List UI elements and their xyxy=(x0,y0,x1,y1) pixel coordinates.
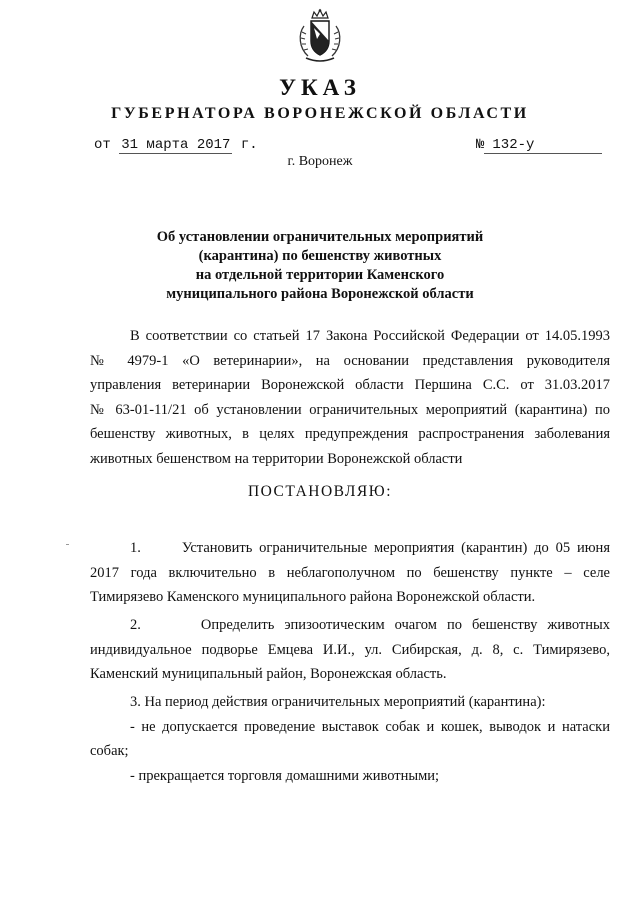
preamble-line: бешенству животных, в целях предупреждения распространения заболевания xyxy=(90,426,610,442)
subject-line: (карантина) по бешенству животных xyxy=(198,248,442,264)
issuing-authority: ГУБЕРНАТОРА ВОРОНЕЖСКОЙ ОБЛАСТИ xyxy=(111,105,529,122)
item-1-line: 1. Установить ограничительные мероприятия (карантин) до 05 июня xyxy=(130,540,610,556)
item-1-line: Тимирязево Каменского муниципального района Воронежской области. xyxy=(90,589,536,605)
date-prefix: от xyxy=(94,137,111,153)
preamble xyxy=(90,324,610,471)
subject-line: Об установлении ограничительных мероприятий xyxy=(156,229,484,245)
preamble-line: № 63-01-11/21 об установлении ограничительных мероприятий (карантина) по xyxy=(90,401,610,418)
subject-line: муниципального района Воронежской области xyxy=(166,286,474,302)
preamble-line: № 4979-1 «О ветеринарии», на основании представления руководителя xyxy=(90,352,610,369)
decree-subject xyxy=(120,228,520,304)
item-2 xyxy=(90,613,610,687)
item-3-intro: 3. На период действия ограничительных мероприятий (карантина): xyxy=(130,694,546,710)
item-3-bullet-line: собак; xyxy=(90,743,129,759)
item-3 xyxy=(90,690,610,788)
margin-mark xyxy=(66,544,69,545)
decree-word: ПОСТАНОВЛЯЮ: xyxy=(247,483,393,500)
document-title: УКАЗ xyxy=(279,75,361,100)
item-3-bullet-line: - не допускается проведение выставок собак и кошек, выводок и натаски xyxy=(130,718,610,735)
decree-date xyxy=(94,137,258,153)
item-1-line: 2017 года включительно в неблагополучном по бешенству пункте – селе xyxy=(90,564,610,581)
number-prefix: № xyxy=(476,137,485,153)
date-suffix: г. xyxy=(240,137,258,153)
item-2-line: 2. Определить эпизоотическим очагом по бешенству животных xyxy=(130,617,610,633)
date-value: 31 марта 2017 xyxy=(121,137,231,153)
city: г. Воронеж xyxy=(287,154,353,169)
decree-number xyxy=(476,137,602,154)
number-value: 132-у xyxy=(484,137,602,154)
preamble-line: В соответствии со статьей 17 Закона Российской Федерации от 14.05.1993 xyxy=(130,328,610,344)
subject-line: на отдельной территории Каменского xyxy=(195,267,445,283)
preamble-line: управления ветеринарии Воронежской области Першина С.С. от 31.03.2017 xyxy=(90,377,610,393)
item-1 xyxy=(90,536,610,610)
coat-of-arms-emblem xyxy=(296,8,344,64)
item-2-line: индивидуальное подворье Емцева И.И., ул. Сибирская, д. 8, с. Тимирязево, xyxy=(90,641,610,658)
item-3-bullet: - прекращается торговля домашними животными; xyxy=(130,767,440,784)
preamble-line: животных бешенством на территории Воронежской области xyxy=(90,450,463,467)
item-2-line: Каменский муниципальный район, Воронежская область. xyxy=(90,666,447,682)
